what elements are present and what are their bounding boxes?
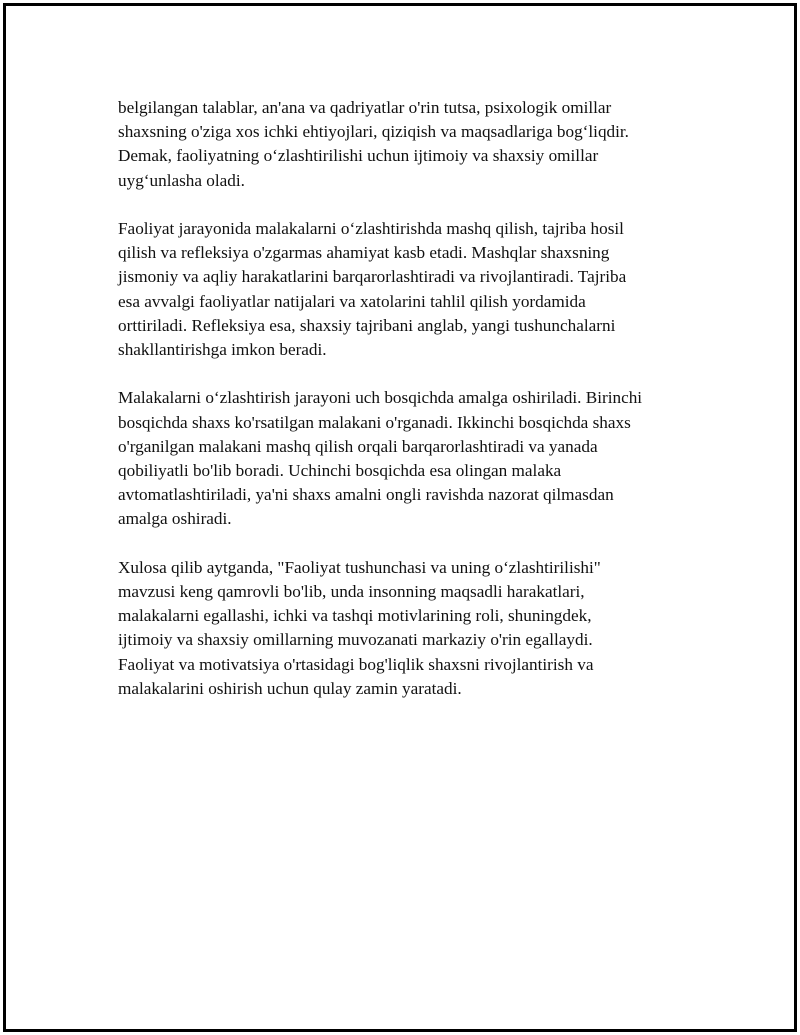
text-line: Demak, faoliyatning o‘zlashtirilishi uchun ijtimoiy va shaxsiy omillar bbox=[118, 146, 599, 166]
text-line: malakalarni egallashi, ichki va tashqi motivlarining roli, shuningdek, bbox=[118, 606, 592, 626]
text-line: ijtimoiy va shaxsiy omillarning muvozanati markaziy o'rin egallaydi. bbox=[118, 630, 593, 650]
text-line: Xulosa qilib aytganda, "Faoliyat tushunchasi va uning o‘zlashtirilishi" bbox=[118, 557, 601, 577]
text-line: jismoniy va aqliy harakatlarini barqarorlashtiradi va rivojlantiradi. Tajriba bbox=[118, 267, 627, 287]
text-line: malakalarini oshirish uchun qulay zamin yaratadi. bbox=[118, 678, 462, 698]
text-line: o'rganilgan malakani mashq qilish orqali barqarorlashtiradi va yanada bbox=[118, 436, 598, 456]
text-line: mavzusi keng qamrovli bo'lib, unda insonning maqsadli harakatlari, bbox=[118, 582, 585, 602]
text-line: shakllantirishga imkon beradi. bbox=[118, 340, 327, 360]
text-line: Malakalarni o‘zlashtirish jarayoni uch bosqichda amalga oshiriladi. Birinchi bbox=[118, 388, 643, 408]
text-line: amalga oshiradi. bbox=[118, 509, 232, 529]
paragraph-4 bbox=[118, 556, 718, 701]
paragraph-3 bbox=[118, 386, 718, 531]
text-line: shaxsning o'ziga xos ichki ehtiyojlari, qiziqish va maqsadlariga bog‘liqdir. bbox=[118, 122, 629, 142]
text-line: belgilangan talablar, an'ana va qadriyatlar o'rin tutsa, psixologik omillar bbox=[118, 98, 612, 117]
text-line: orttiriladi. Refleksiya esa, shaxsiy tajribani anglab, yangi tushunchalarni bbox=[118, 315, 616, 335]
text-line: qobiliyatli bo'lib boradi. Uchinchi bosqichda esa olingan malaka bbox=[118, 461, 562, 481]
text-line: Faoliyat va motivatsiya o'rtasidagi bog'liqlik shaxsni rivojlantirish va bbox=[118, 654, 594, 674]
text-line: qilish va refleksiya o'zgarmas ahamiyat kasb etadi. Mashqlar shaxsning bbox=[118, 243, 610, 263]
text-line: Faoliyat jarayonida malakalarni o‘zlashtirishda mashq qilish, tajriba hosil bbox=[118, 219, 624, 238]
paragraph-2 bbox=[118, 217, 718, 362]
text-line: esa avvalgi faoliyatlar natijalari va xatolarini tahlil qilish yordamida bbox=[118, 291, 586, 311]
text-line: avtomatlashtiriladi, ya'ni shaxs amalni ongli ravishda nazorat qilmasdan bbox=[118, 485, 614, 505]
text-line: bosqichda shaxs ko'rsatilgan malakani o'rganadi. Ikkinchi bosqichda shaxs bbox=[118, 412, 631, 432]
document-page bbox=[3, 3, 797, 1032]
paragraph-1 bbox=[118, 96, 718, 193]
document-body bbox=[118, 96, 718, 725]
text-line: uyg‘unlasha oladi. bbox=[118, 170, 245, 190]
